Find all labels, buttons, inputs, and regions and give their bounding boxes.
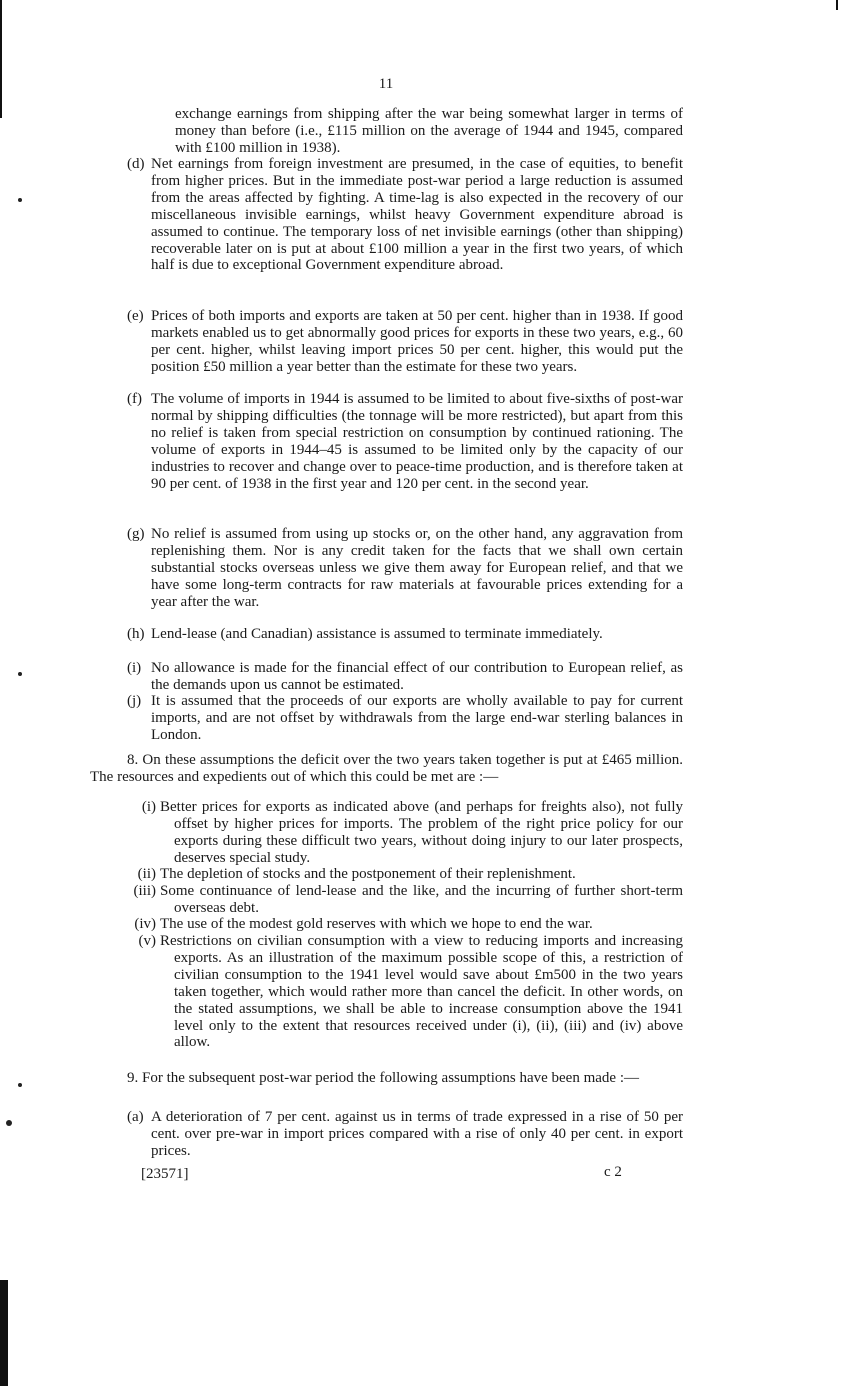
item-text: A deterioration of 7 per cent. against us in terms of trade expressed in a rise of 50 per cent. over pre-war in import prices compared with a rise of only 40 per cent. in export prices.	[151, 1109, 683, 1159]
continuation-text: exchange earnings from shipping after the war being somewhat larger in terms of money than before (i.e., £115 million on the average of 1944 and 1945, compared with £100 million in 1938).	[175, 106, 683, 156]
item-text: Restrictions on civilian consumption with a view to reducing imports and increasing exports. As an illustration of the maximum possible scope of this, a restriction of civilian consumption to the 1941 level would save about £m500 in the two years taken together, which would rather more than cancel the deficit. In other words, on the stated assumptions, we shall be able to increase consumption above the 1941 level only to the extent that resources received under (i), (ii), (iii) and (iv) above allow.	[160, 933, 683, 1051]
paragraph-9: 9. For the subsequent post-war period the following assumptions have been made :—	[127, 1070, 639, 1086]
scan-edge-mark-top	[0, 0, 2, 118]
item-label: (h)	[127, 626, 145, 642]
paragraph-8: 8. On these assumptions the deficit over the two years taken together is put at £465 million. The resources and expedients out of which this could be met are :—	[90, 752, 683, 785]
list-item-h	[127, 626, 683, 643]
list-item-g	[127, 526, 683, 611]
item-text: Prices of both imports and exports are taken at 50 per cent. higher than in 1938. If good markets enabled us to get abnormally good prices for exports in these two years, e.g., 60 per cent. higher, whilst leaving import prices 50 per cent. higher, this would put the position £50 million a year better than the estimate for these two years.	[151, 308, 683, 375]
list-item-roman-v	[126, 933, 683, 1051]
list-item-i	[127, 660, 683, 694]
item-label: (j)	[127, 693, 142, 709]
list-item-a	[127, 1109, 683, 1160]
item-text: It is assumed that the proceeds of our exports are wholly available to pay for current imports, and are not offset by withdrawals from the large end-war sterling balances in London.	[151, 693, 683, 743]
item-label: (f)	[127, 391, 142, 407]
scan-dot	[18, 672, 22, 676]
item-label: (d)	[127, 156, 145, 172]
list-item-f	[127, 391, 683, 492]
list-item-roman-i	[126, 799, 683, 867]
item-text: No allowance is made for the financial effect of our contribution to European relief, as the demands upon us cannot be estimated.	[151, 660, 683, 693]
list-item-roman-iv	[126, 916, 683, 933]
item-text: The use of the modest gold reserves with which we hope to end the war.	[160, 916, 593, 932]
list-item-d	[127, 156, 683, 274]
item-text: No relief is assumed from using up stocks or, on the other hand, any aggravation from replenishing them. Nor is any credit taken for the facts that we shall own certain substantial stocks overseas unless we give them away for European relief, and that we have some long-term contracts for raw materials at favourable prices extending for a year after the war.	[151, 526, 683, 610]
list-item-e	[127, 308, 683, 376]
item-label: (e)	[127, 308, 144, 324]
signature-mark: c 2	[604, 1164, 622, 1180]
item-text: Some continuance of lend-lease and the like, and the incurring of further short-term overseas debt.	[160, 883, 683, 916]
item-label: (iv)	[134, 916, 156, 932]
item-label: (iii)	[133, 883, 156, 899]
list-item-roman-iii	[126, 883, 683, 917]
item-text: Lend-lease (and Canadian) assistance is assumed to terminate immediately.	[151, 626, 603, 642]
item-label: (ii)	[137, 866, 156, 882]
item-text: The depletion of stocks and the postponement of their replenishment.	[160, 866, 576, 882]
item-label: (g)	[127, 526, 145, 542]
list-item-roman-ii	[126, 866, 683, 883]
list-item-j	[127, 693, 683, 744]
document-reference: [23571]	[141, 1166, 189, 1182]
scan-dot	[18, 1083, 22, 1087]
item-label: (v)	[138, 933, 156, 949]
item-label: (i)	[127, 660, 142, 676]
item-label: (i)	[141, 799, 156, 815]
item-label: (a)	[127, 1109, 144, 1125]
page-number: 11	[378, 76, 394, 92]
item-text: Better prices for exports as indicated above (and perhaps for freights also), not fully offset by higher prices for imports. The problem of the right price policy for our exports during these difficult two years, without doing injury to our later prospects, deserves special study.	[160, 799, 683, 866]
item-text: The volume of imports in 1944 is assumed to be limited to about five-sixths of post-war normal by shipping difficulties (the tonnage will be more restricted), but apart from this no relief is taken from special restriction on consumption by continued rationing. The volume of exports in 1944–45 is assumed to be limited only by the capacity of our industries to recover and change over to peace-time production, and is therefore taken at 90 per cent. of 1938 in the first year and 120 per cent. in the second year.	[151, 391, 683, 492]
scan-edge-mark-top-right	[836, 0, 838, 10]
scan-edge-mark-bottom	[0, 1280, 8, 1386]
scan-dot	[6, 1120, 12, 1126]
item-text: Net earnings from foreign investment are presumed, in the case of equities, to benefit from higher prices. But in the immediate post-war period a large reduction is assumed from the areas affected by fighting. A time-lag is also expected in the recovery of our miscellaneous invisible earnings, whilst heavy Government expenditure abroad is assumed to continue. The temporary loss of net invisible earnings (other than shipping) recoverable later on is put at about £100 million a year in the first two years, of which half is due to exceptional Government expenditure abroad.	[151, 156, 683, 274]
scan-dot	[18, 198, 22, 202]
